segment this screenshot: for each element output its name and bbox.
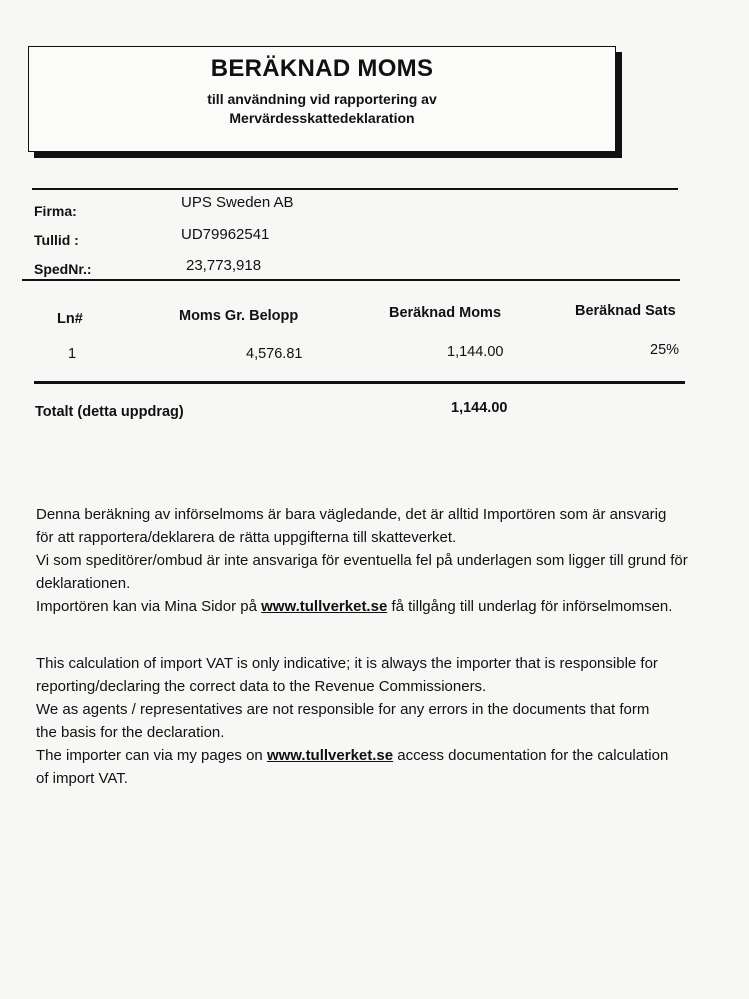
english-disclaimer [36, 652, 668, 790]
info-bottom-rule [22, 279, 680, 281]
english-line3: We as agents / representatives are not responsible for any errors in the documents that form [36, 701, 650, 718]
tullverket-link-en[interactable]: www.tullverket.se [266, 747, 394, 764]
cell-moms-gr-belopp: 4,576.81 [246, 346, 303, 362]
swedish-line5 [36, 595, 688, 618]
swedish-line5-post: få tillgång till underlag för införselmomsen. [387, 598, 673, 615]
english-line6: of import VAT. [36, 770, 128, 787]
swedish-line2: för att rapportera/deklarera de rätta uppgifterna till skatteverket. [36, 529, 457, 546]
swedish-line3: Vi som speditörer/ombud är inte ansvariga för eventuella fel på underlagen som ligger till grund för [36, 552, 688, 569]
total-label: Totalt (detta uppdrag) [35, 404, 184, 420]
spednr-value: 23,773,918 [186, 257, 262, 274]
english-line1: This calculation of import VAT is only indicative; it is always the importer that is responsible for [36, 655, 658, 672]
col-header-ln: Ln# [57, 311, 83, 327]
col-header-moms-gr-belopp: Moms Gr. Belopp [179, 308, 299, 324]
cell-beraknad-moms: 1,144.00 [447, 344, 504, 360]
info-top-rule [32, 188, 678, 190]
tullid-value: UD79962541 [181, 226, 270, 243]
swedish-line1: Denna beräkning av införselmoms är bara vägledande, det är alltid Importören som är ansvarig [36, 506, 667, 523]
total-value: 1,144.00 [451, 400, 508, 416]
english-line2: reporting/declaring the correct data to the Revenue Commissioners. [36, 678, 487, 695]
total-rule [34, 381, 685, 384]
swedish-line4: deklarationen. [36, 575, 131, 592]
col-header-beraknad-moms: Beräknad Moms [389, 305, 502, 321]
document-subtitle-line2: Mervärdesskattedeklaration [229, 110, 415, 126]
tullverket-link-sv[interactable]: www.tullverket.se [261, 598, 388, 615]
cell-beraknad-sats: 25% [650, 342, 680, 358]
swedish-disclaimer [36, 503, 688, 618]
english-line5 [36, 744, 668, 767]
tullid-label: Tullid : [34, 232, 79, 248]
english-line4: the basis for the declaration. [36, 724, 225, 741]
document-title: BERÄKNAD MOMS [210, 55, 434, 82]
cell-ln: 1 [68, 346, 77, 362]
english-line5-pre: The importer can via my pages on [36, 747, 267, 764]
swedish-line5-pre: Importören kan via Mina Sidor på [36, 598, 262, 615]
english-line5-post: access documentation for the calculation [393, 747, 669, 764]
spednr-label: SpedNr.: [34, 261, 92, 277]
document-subtitle-line1: till användning vid rapportering av [207, 91, 437, 107]
header-box [28, 46, 616, 152]
firma-value: UPS Sweden AB [181, 194, 294, 211]
firma-label: Firma: [34, 203, 77, 219]
col-header-beraknad-sats: Beräknad Sats [575, 303, 676, 319]
